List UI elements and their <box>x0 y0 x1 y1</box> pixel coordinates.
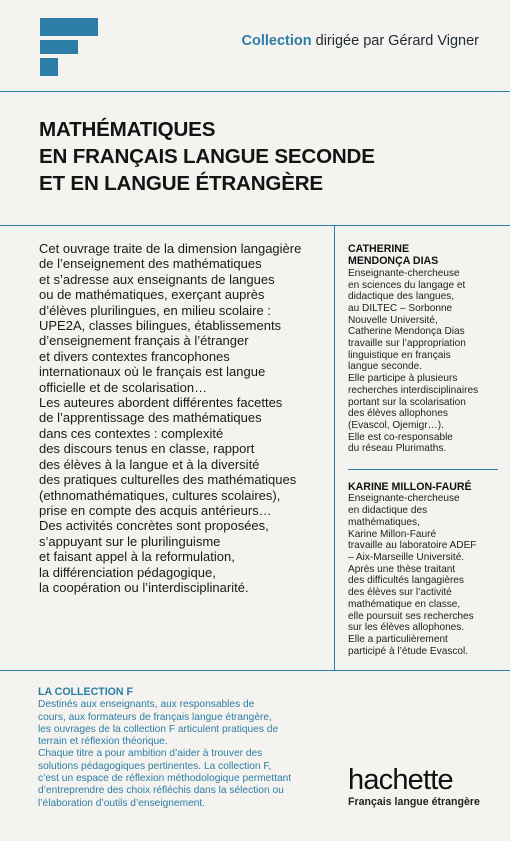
author-block <box>348 243 498 455</box>
bio-line: des élèves sur l’activité <box>348 587 452 599</box>
collection-heading: LA COLLECTION F <box>38 686 133 698</box>
bio-line: Karine Millon-Fauré <box>348 528 437 540</box>
bio-line: mathématiques, <box>348 516 420 528</box>
bio-line: Après une thèse traitant <box>348 563 456 575</box>
description-line: UPE2A, classes bilingues, établissements <box>39 318 282 334</box>
author-block <box>348 481 498 657</box>
bio-line: elle poursuit ses recherches <box>348 610 474 622</box>
book-title <box>39 116 489 197</box>
collection-f-logo <box>40 18 98 76</box>
footer-section <box>0 670 510 841</box>
bio-line: Enseignante-chercheuse <box>348 493 460 505</box>
description-line: la différenciation pédagogique, <box>39 564 216 580</box>
description-line: des discours tenus en classe, rapport <box>39 441 255 457</box>
bio-line: Elle a particulièrement <box>348 633 448 645</box>
description-line: dans ces contextes : complexité <box>39 425 224 441</box>
collection-label: Collection <box>241 33 312 49</box>
bio-line: des difficultés langagières <box>348 575 464 587</box>
bio-line: mathématique en classe, <box>348 598 461 610</box>
bio-line: travaille sur l’appropriation <box>348 338 466 350</box>
bio-line: (Evascol, Ojemigr…). <box>348 419 444 431</box>
bio-line: recherches interdisciplinaires <box>348 384 479 396</box>
author-name <box>348 481 498 493</box>
bio-line: des élèves allophones <box>348 408 448 420</box>
description-line: d’enseignement français à l’étranger <box>39 333 249 349</box>
column-divider <box>334 226 335 670</box>
bio-line: didactique des langues, <box>348 291 455 303</box>
book-description <box>39 241 321 595</box>
bio-line: du réseau Plurimaths. <box>348 443 447 455</box>
bio-line: au DILTEC – Sorbonne <box>348 302 453 314</box>
bio-line: – Aix-Marseille Université. <box>348 551 465 563</box>
description-line: Cet ouvrage traite de la dimension langagière <box>39 241 302 256</box>
description-line: (ethnomathématiques, cultures scolaires), <box>39 487 281 503</box>
collection-director-line <box>242 33 479 49</box>
bio-line: en sciences du langage et <box>348 279 466 291</box>
description-line: internationaux où le français est langue <box>39 364 266 380</box>
collection-description <box>38 686 312 810</box>
bio-line: Elle est co-responsable <box>348 431 453 443</box>
collection-line: solutions pédagogiques pertinentes. La collection F, <box>38 760 272 772</box>
collection-line: cours, aux formateurs de français langue étrangère, <box>38 711 272 723</box>
description-line: des pratiques culturelles des mathématiques <box>39 472 297 488</box>
author-name-line: MENDONÇA DIAS <box>348 255 439 268</box>
bio-line: sur les élèves allophones. <box>348 622 465 634</box>
description-line: s’appuyant sur le plurilinguisme <box>39 533 221 549</box>
author-name <box>348 243 498 268</box>
title-line: MATHÉMATIQUES <box>39 118 216 141</box>
bio-line: Enseignante-chercheuse <box>348 267 460 279</box>
publisher-name: hachette <box>348 764 453 796</box>
collection-line: Chaque titre a pour ambition d’aider à trouver des <box>38 748 263 760</box>
collection-line: Destinés aux enseignants, aux responsables de <box>38 699 255 711</box>
description-line: prise en compte des acquis antérieurs… <box>39 502 272 518</box>
bio-line: Elle participe à plusieurs <box>348 373 458 385</box>
author-bio <box>348 493 498 657</box>
description-line: Les auteures abordent différentes facettes <box>39 395 283 411</box>
collection-director: dirigée par Gérard Vigner <box>311 33 479 49</box>
bio-line: Catherine Mendonça Dias <box>348 326 465 338</box>
description-line: ou de mathématiques, exerçant auprès <box>39 287 265 303</box>
bio-line: travaille au laboratoire ADEF <box>348 540 477 552</box>
description-line: Des activités concrètes sont proposées, <box>39 518 269 534</box>
collection-line: l’élaboration d’outils d’enseignement. <box>38 797 206 809</box>
collection-line: d’entreprendre des choix réfléchis dans la sélection ou <box>38 785 284 797</box>
author-bio <box>348 268 498 455</box>
bio-line: en didactique des <box>348 505 428 517</box>
description-line: la coopération ou l’interdisciplinarité. <box>39 579 249 595</box>
description-line: des élèves à la langue et à la diversité <box>39 456 260 472</box>
bio-line: Nouvelle Université, <box>348 314 438 326</box>
title-line: EN FRANÇAIS LANGUE SECONDE <box>39 145 375 168</box>
description-line: et s’adresse aux enseignants de langues <box>39 271 275 287</box>
bio-line: portant sur la scolarisation <box>348 396 466 408</box>
collection-line: terrain et réflexion théorique. <box>38 736 168 748</box>
description-line: et divers contextes francophones <box>39 348 230 364</box>
collection-line: c’est un espace de réflexion méthodologique permettant <box>38 773 292 785</box>
author-divider <box>348 469 498 470</box>
bio-line: linguistique en français <box>348 349 451 361</box>
description-line: officielle et de scolarisation… <box>39 379 208 395</box>
description-line: et faisant appel à la reformulation, <box>39 549 235 565</box>
description-line: de l’apprentissage des mathématiques <box>39 410 262 426</box>
description-line: de l’enseignement des mathématiques <box>39 256 262 272</box>
top-divider <box>0 91 510 92</box>
author-name-line: CATHERINE <box>348 243 410 255</box>
publisher-logo <box>348 765 498 808</box>
author-name-line: KARINE MILLON-FAURÉ <box>348 481 472 494</box>
authors-column <box>348 243 498 657</box>
collection-line: les ouvrages de la collection F articulent pratiques de <box>38 723 279 735</box>
publisher-subtitle: Français langue étrangère <box>348 796 480 808</box>
bio-line: langue seconde. <box>348 361 423 373</box>
title-divider <box>0 225 510 226</box>
description-line: d’élèves plurilingues, en milieu scolaire : <box>39 302 271 318</box>
title-line: ET EN LANGUE ÉTRANGÈRE <box>39 172 323 195</box>
bio-line: participé à l’étude Evascol. <box>348 645 469 657</box>
